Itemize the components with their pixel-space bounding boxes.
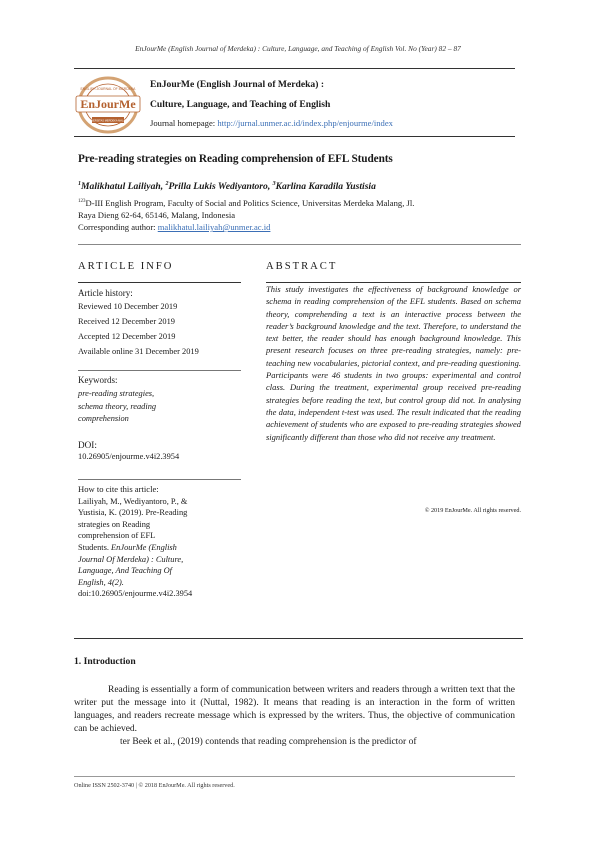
article-info-rule <box>78 282 241 283</box>
corresponding-author <box>78 222 270 232</box>
cite-line-4: comprehension of EFL <box>78 531 156 541</box>
affiliation <box>78 196 518 222</box>
affiliation-line2: Raya Dieng 62-64, 65146, Malang, Indonesia <box>78 210 236 221</box>
journal-homepage <box>150 118 393 128</box>
abstract-text: This study investigates the effectiveness of background knowledge or schema in reading comprehension of the EFL students. Based on schema theory, comprehending a text is an interactive process between the reader’s background knowledge and the text. Therefore, to understand the text better, the reader should has enough background knowledge. This present research focuses on three pre-reading strategies, namely: pre-teaching new vocabularies, pictorial context, and pre-reading questioning. Participants were 46 students in two groups: experimental and control class. During the treatment, experimental group received pre-reading strategies before reading the text, but control group did not. In analysing the data, independent t-test was used. The result indicated that the reading achievement of students who are exposed to pre-reading strategies showed significantly different than those who did not receive any treatment. <box>266 284 521 442</box>
author-2-sup: 2 <box>165 181 169 187</box>
history-reviewed: Reviewed 10 December 2019 <box>78 302 178 312</box>
cite-label: How to cite this article: <box>78 484 159 494</box>
cite-line-2: Yustisia, K. (2019). Pre-Reading <box>78 508 188 518</box>
article-info-heading: ARTICLE INFO <box>78 261 174 272</box>
doi-label: DOI: <box>78 440 97 450</box>
footer-text: Online ISSN 2502-3740 | © 2018 EnJourMe. All rights reserved. <box>74 782 235 789</box>
section-rule <box>74 638 523 639</box>
author-2: Prilla Lukis Wediyantoro, <box>168 181 271 193</box>
cite-italic-4: English, 4(2). <box>78 577 124 587</box>
keywords-label: Keywords: <box>78 375 118 385</box>
cite-line-3: strategies on Reading <box>78 519 151 529</box>
keyword-line-3: comprehension <box>78 413 129 423</box>
doi-value[interactable]: 10.26905/enjourme.v4i2.3954 <box>78 452 180 462</box>
corresponding-label: Corresponding author: <box>78 222 158 232</box>
introduction-heading: 1. Introduction <box>74 656 136 667</box>
history-label: Article history: <box>78 288 133 298</box>
keyword-line-2: schema theory, reading <box>78 401 157 411</box>
author-3: Karlina Karadila Yustisia <box>275 181 376 193</box>
logo-banner-text: UNIVERSITAS MERDEKA MALANG <box>86 119 130 123</box>
history-rule <box>78 370 241 371</box>
cite-italic-2: Journal Of Merdeka) : Culture, <box>78 554 184 564</box>
logo-ring-text: ENGLISH JOURNAL OF MERDEKA <box>80 87 136 91</box>
corresponding-email-link[interactable]: malikhatul.lailiyah@unmer.ac.id <box>157 222 271 232</box>
cite-line-5 <box>78 542 241 554</box>
journal-logo <box>74 76 142 134</box>
doi-rule <box>78 479 241 480</box>
history-received: Received 12 December 2019 <box>78 317 175 327</box>
affiliation-sup: 123 <box>78 199 86 204</box>
header-rule <box>74 68 515 69</box>
homepage-label: Journal homepage: <box>150 118 218 128</box>
homepage-link[interactable]: http://jurnal.unmer.ac.id/index.php/enjourme/index <box>217 118 393 128</box>
logo-name: EnJourMe <box>80 97 136 111</box>
abstract-heading: ABSTRACT <box>266 261 338 272</box>
history-online: Available online 31 December 2019 <box>78 346 199 356</box>
cite-line-1: Lailiyah, M., Wediyantoro, P., & <box>78 496 188 506</box>
author-1: Malikhatul Lailiyah, <box>81 181 164 193</box>
author-list <box>78 181 376 192</box>
authors-rule <box>78 244 521 245</box>
keyword-line-1: pre-reading strategies, <box>78 389 155 399</box>
journal-title-line1: EnJourMe (English Journal of Merdeka) : <box>150 79 325 90</box>
cite-students: Students. <box>78 542 112 552</box>
introduction-paragraph-2: ter Beek et al., (2019) contends that reading comprehension is the predictor of <box>120 737 417 747</box>
history-accepted: Accepted 12 December 2019 <box>78 331 176 341</box>
affiliation-line1: D-III English Program, Faculty of Social and Politics Science, Universitas Merdeka Malang, Jl. <box>85 197 415 208</box>
cite-italic-3: Language, And Teaching Of <box>78 566 172 576</box>
journal-title-line2: Culture, Language, and Teaching of English <box>150 99 331 110</box>
doi-block <box>78 439 241 464</box>
cite-doi[interactable]: doi:10.26905/enjourme.v4i2.3954 <box>78 589 193 599</box>
paper-title: Pre-reading strategies on Reading comprehension of EFL Students <box>78 153 393 165</box>
running-head: EnJourMe (English Journal of Merdeka) : Culture, Language, and Teaching of English Vol. No (Year) 82 – 87 <box>135 44 461 53</box>
article-history <box>78 287 241 358</box>
cite-italic-1: EnJourMe (English <box>111 542 177 552</box>
introduction-paragraph-1: Reading is essentially a form of communication between writers and readers through a written text that the writer put the message into it (Nuttal, 1982). It means that reading is an interaction in the form of written languages, and readers recreate message which is expressed by the writers. Thus, the objective of communication can be achieved. <box>74 685 515 735</box>
author-1-sup: 1 <box>78 181 81 187</box>
footer-rule <box>74 776 515 777</box>
copyright-notice: © 2019 EnJourMe. All rights reserved. <box>424 507 521 514</box>
keywords-block <box>78 374 241 425</box>
masthead-rule <box>74 136 515 137</box>
citation-block <box>78 484 241 600</box>
author-3-sup: 3 <box>272 181 276 187</box>
